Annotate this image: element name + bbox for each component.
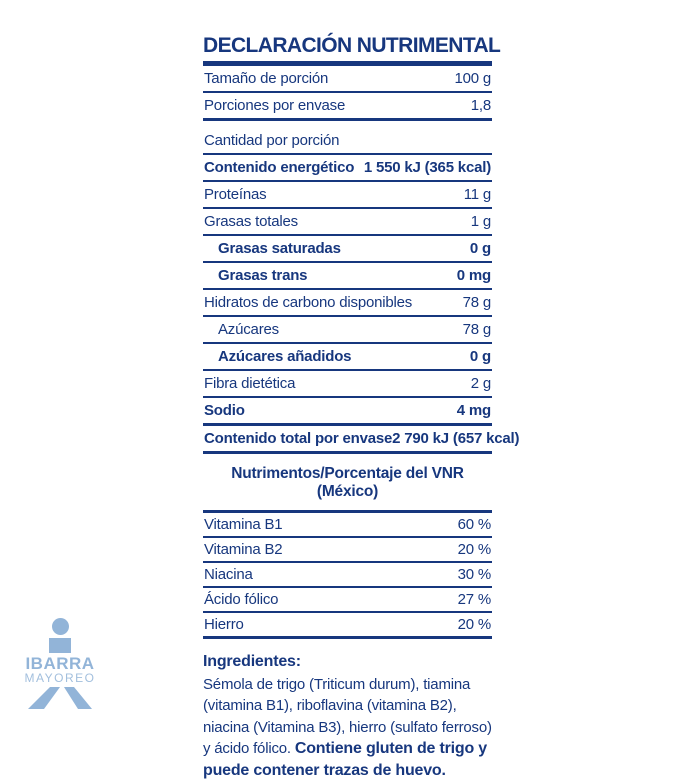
total-content-row [203,426,492,454]
vnr-section-header: Nutrimentos/Porcentaje del VNR (México) [203,454,492,510]
row-label: Contenido energético [204,159,354,177]
row-label: Porciones por envase [204,97,345,115]
row-value: 2 g [471,375,491,393]
table-row [203,66,492,93]
ingredients-text [203,674,495,781]
nutrition-label-title: DECLARACIÓN NUTRIMENTAL [203,34,492,66]
logo-person-legs-icon [28,687,92,711]
table-row [203,93,492,121]
table-row [203,155,492,182]
row-label: Hidratos de carbono disponibles [204,294,412,312]
table-row [203,317,492,344]
row-label: Sodio [204,402,245,420]
table-row [203,128,492,155]
row-value: 1 550 kJ (365 kcal) [364,159,491,177]
serving-table [203,66,492,426]
row-label: Grasas trans [218,267,307,285]
logo-brand-name: IBARRA [20,655,100,672]
row-label: Cantidad por porción [204,132,339,150]
row-label: Azúcares añadidos [218,348,351,366]
table-row [203,398,492,426]
row-value: 27 % [458,591,491,609]
total-content-label: Contenido total por envase [204,430,392,448]
row-value: 100 g [454,70,491,88]
logo-person-head-icon [52,618,69,635]
nutrition-label [203,34,492,781]
row-label: Grasas saturadas [218,240,341,258]
table-row [203,613,492,639]
ingredients-heading: Ingredientes: [203,651,495,673]
table-row [203,371,492,398]
table-row [203,236,492,263]
ibarra-mayoreo-watermark [20,618,100,711]
row-label: Fibra dietética [204,375,295,393]
row-label: Tamaño de porción [204,70,328,88]
row-value: 11 g [464,186,491,204]
row-label: Ácido fólico [204,591,278,609]
row-value: 60 % [458,516,491,534]
table-row [203,263,492,290]
row-label: Vitamina B1 [204,516,282,534]
row-value: 78 g [463,294,491,312]
row-value: 4 mg [457,402,491,420]
logo-brand-subtitle: MAYOREO [20,672,100,685]
vnr-table [203,510,492,639]
ingredients-list: Sémola de trigo (Triticum durum), tiamina (vitamina B1), riboflavina (vitamina B2), niacina (Vitamina B3), hierro (sulfato ferroso) y ácido fólico. [203,676,492,758]
row-label: Proteínas [204,186,266,204]
table-row [203,513,492,538]
row-label: Niacina [204,566,253,584]
logo-person-body-icon [49,638,71,653]
total-content-value: 2 790 kJ (657 kcal) [392,430,519,448]
row-label: Vitamina B2 [204,541,282,559]
ingredients-section [203,651,495,781]
row-value: 0 mg [457,267,491,285]
table-row [203,344,492,371]
table-row [203,209,492,236]
table-row [203,182,492,209]
row-label: Azúcares [218,321,279,339]
row-value: 20 % [458,541,491,559]
row-label: Grasas totales [204,213,298,231]
row-value: 20 % [458,616,491,634]
row-value: 0 g [470,240,491,258]
table-row [203,588,492,613]
row-value: 1,8 [471,97,491,115]
table-row [203,290,492,317]
row-value: 30 % [458,566,491,584]
row-value: 78 g [463,321,491,339]
row-value: 1 g [471,213,491,231]
row-label: Hierro [204,616,244,634]
allergen-statement: Contiene gluten de trigo y puede contener trazas de huevo. [203,740,487,779]
table-row [203,563,492,588]
table-row [203,538,492,563]
row-value: 0 g [470,348,491,366]
